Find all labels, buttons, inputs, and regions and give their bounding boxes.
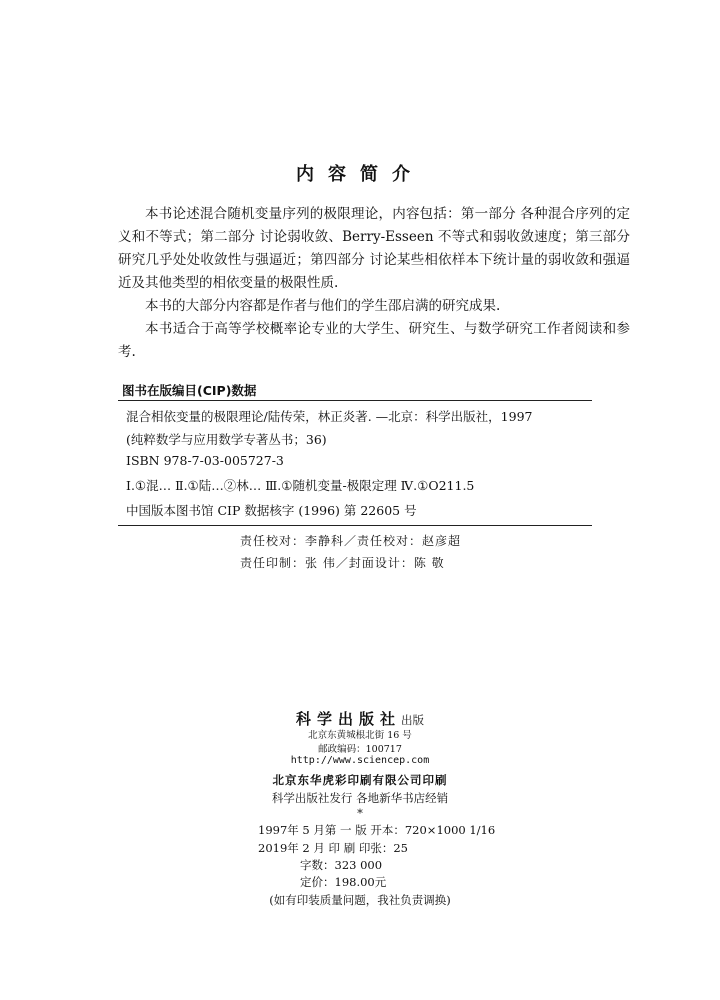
publisher-name: 科学出版社 (295, 710, 401, 728)
credits-line-2: 责任印制：张 伟／封面设计：陈 敬 (240, 556, 445, 570)
cip-line-series: (纯粹数学与应用数学专著丛书；36) (126, 432, 327, 447)
publisher-url: http://www.sciencep.com (290, 755, 430, 766)
cip-line-isbn: ISBN 978-7-03-005727-3 (126, 453, 284, 468)
summary-paragraph-3: 本书适合于高等学校概率论专业的大学生、研究生、与数学研究工作者阅读和参考. (118, 321, 630, 360)
distribution-line: 科学出版社发行 各地新华书店经销 (271, 791, 449, 805)
cip-heading: 图书在版编目(CIP)数据 (122, 383, 257, 398)
printer-line: 北京东华虎彩印刷有限公司印刷 (272, 773, 448, 787)
price: 定价：198.00元 (300, 875, 387, 889)
separator-star: * (357, 806, 363, 820)
quality-notice: (如有印装质量问题，我社负责调换) (269, 893, 451, 907)
edition-line: 1997年 5 月第 一 版 开本：720×1000 1/16 (258, 823, 496, 837)
publisher-suffix: 出版 (401, 713, 424, 727)
publisher-address: 北京东黄城根北街 16 号 (308, 730, 412, 741)
summary-text (118, 203, 630, 364)
cip-line-record: 中国版本图书馆 CIP 数据核字 (1996) 第 22605 号 (126, 503, 417, 518)
page-title: 内容简介 (296, 164, 424, 185)
publisher-postcode: 邮政编码：100717 (318, 744, 402, 755)
summary-paragraph-2: 本书的大部分内容都是作者与他们的学生邵启满的研究成果. (145, 298, 501, 314)
publisher-line (0, 708, 720, 729)
cip-line-classification: Ⅰ.①混… Ⅱ.①陆…②林… Ⅲ.①随机变量-极限定理 Ⅳ.①O211.5 (126, 478, 475, 493)
printing-line: 2019年 2 月 印 刷 印张：25 (258, 841, 408, 855)
cip-data-box (118, 400, 592, 526)
summary-paragraph-1: 本书论述混合随机变量序列的极限理论，内容包括：第一部分 各种混合序列的定义和不等式；第二部分 讨论弱收敛、Berry-Esseen 不等式和弱收敛速度；第三部分 研究几乎处处收敛性与强逼近；第四部分 讨论某些相依样本下统计量的弱收敛和强逼近及其他类型的相依变量的极限性质. (118, 206, 630, 291)
credits-line-1: 责任校对：李静科／责任校对：赵彦超 (240, 534, 462, 548)
word-count: 字数：323 000 (300, 858, 383, 872)
cip-line-title: 混合相依变量的极限理论/陆传荣，林正炎著. —北京：科学出版社，1997 (126, 409, 533, 424)
